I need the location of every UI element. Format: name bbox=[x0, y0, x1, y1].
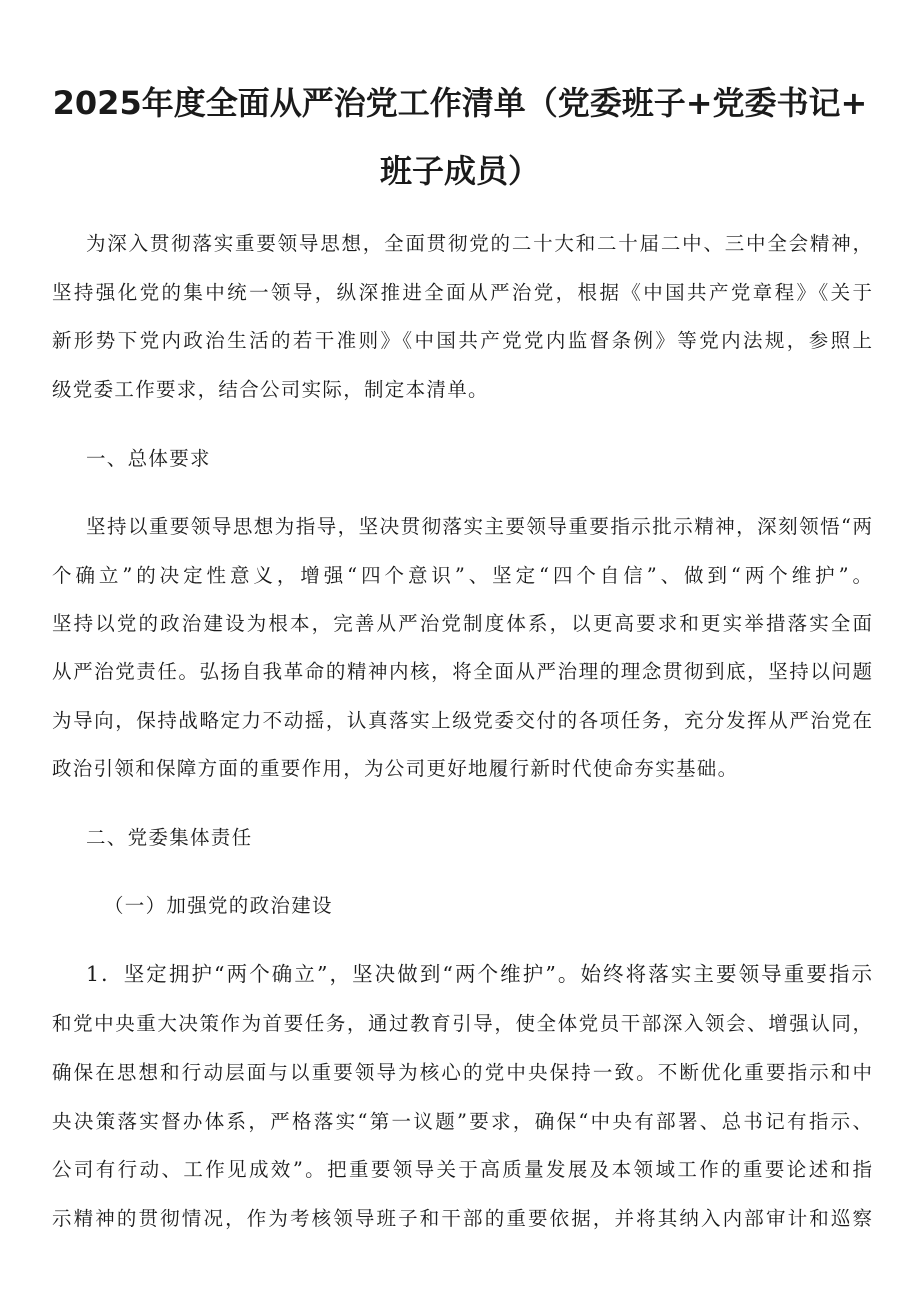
body-line: 示精神的贯彻情况，作为考核领导班子和干部的重要依据，并将其纳入内部审计和巡察 bbox=[52, 1207, 872, 1230]
document-title-line-2: 班子成员） bbox=[379, 152, 540, 190]
body-line: 公司有行动、工作见成效”。把重要领导关于高质量发展及本领域工作的重要论述和指 bbox=[52, 1158, 872, 1181]
body-line: 坚持以党的政治建设为根本，完善从严治党制度体系，以更高要求和更实举措落实全面 bbox=[52, 612, 872, 635]
body-line: 坚持以重要领导思想为指导，坚决贯彻落实主要领导重要指示批示精神，深刻领悟“两 bbox=[86, 515, 872, 538]
section-heading: 一、总体要求 bbox=[86, 447, 211, 470]
body-line: 央决策落实督办体系，严格落实“第一议题”要求，确保“中央有部署、总书记有指示、 bbox=[52, 1110, 872, 1133]
intro-line: 坚持强化党的集中统一领导，纵深推进全面从严治党，根据《中国共产党章程》《关于 bbox=[52, 281, 872, 304]
body-line: 个确立”的决定性意义，增强“四个意识”、坚定“四个自信”、做到“两个维护”。 bbox=[52, 564, 872, 587]
body-line: 从严治党责任。弘扬自我革命的精神内核，将全面从严治理的理念贯彻到底，坚持以问题 bbox=[52, 660, 872, 683]
subsection-heading: （一）加强党的政治建设 bbox=[104, 894, 333, 917]
body-line: 1．坚定拥护“两个确立”，坚决做到“两个维护”。始终将落实主要领导重要指示 bbox=[86, 962, 872, 986]
section-heading: 二、党委集体责任 bbox=[86, 826, 253, 849]
document-title-line-1: 2025年度全面从严治党工作清单（党委班子+党委书记+ bbox=[52, 84, 868, 122]
body-line: 为导向，保持战略定力不动摇，认真落实上级党委交付的各项任务，充分发挥从严治党在 bbox=[52, 709, 872, 732]
body-line: 确保在思想和行动层面与以重要领导为核心的党中央保持一致。不断优化重要指示和中 bbox=[52, 1061, 872, 1084]
intro-line: 新形势下党内政治生活的若干准则》《中国共产党党内监督条例》等党内法规，参照上 bbox=[52, 329, 872, 352]
body-line: 政治引领和保障方面的重要作用，为公司更好地履行新时代使命夯实基础。 bbox=[52, 757, 739, 780]
intro-line: 级党委工作要求，结合公司实际，制定本清单。 bbox=[52, 378, 489, 401]
body-line: 和党中央重大决策作为首要任务，通过教育引导，使全体党员干部深入领会、增强认同， bbox=[52, 1012, 872, 1035]
intro-line: 为深入贯彻落实重要领导思想，全面贯彻党的二十大和二十届二中、三中全会精神， bbox=[86, 232, 872, 255]
